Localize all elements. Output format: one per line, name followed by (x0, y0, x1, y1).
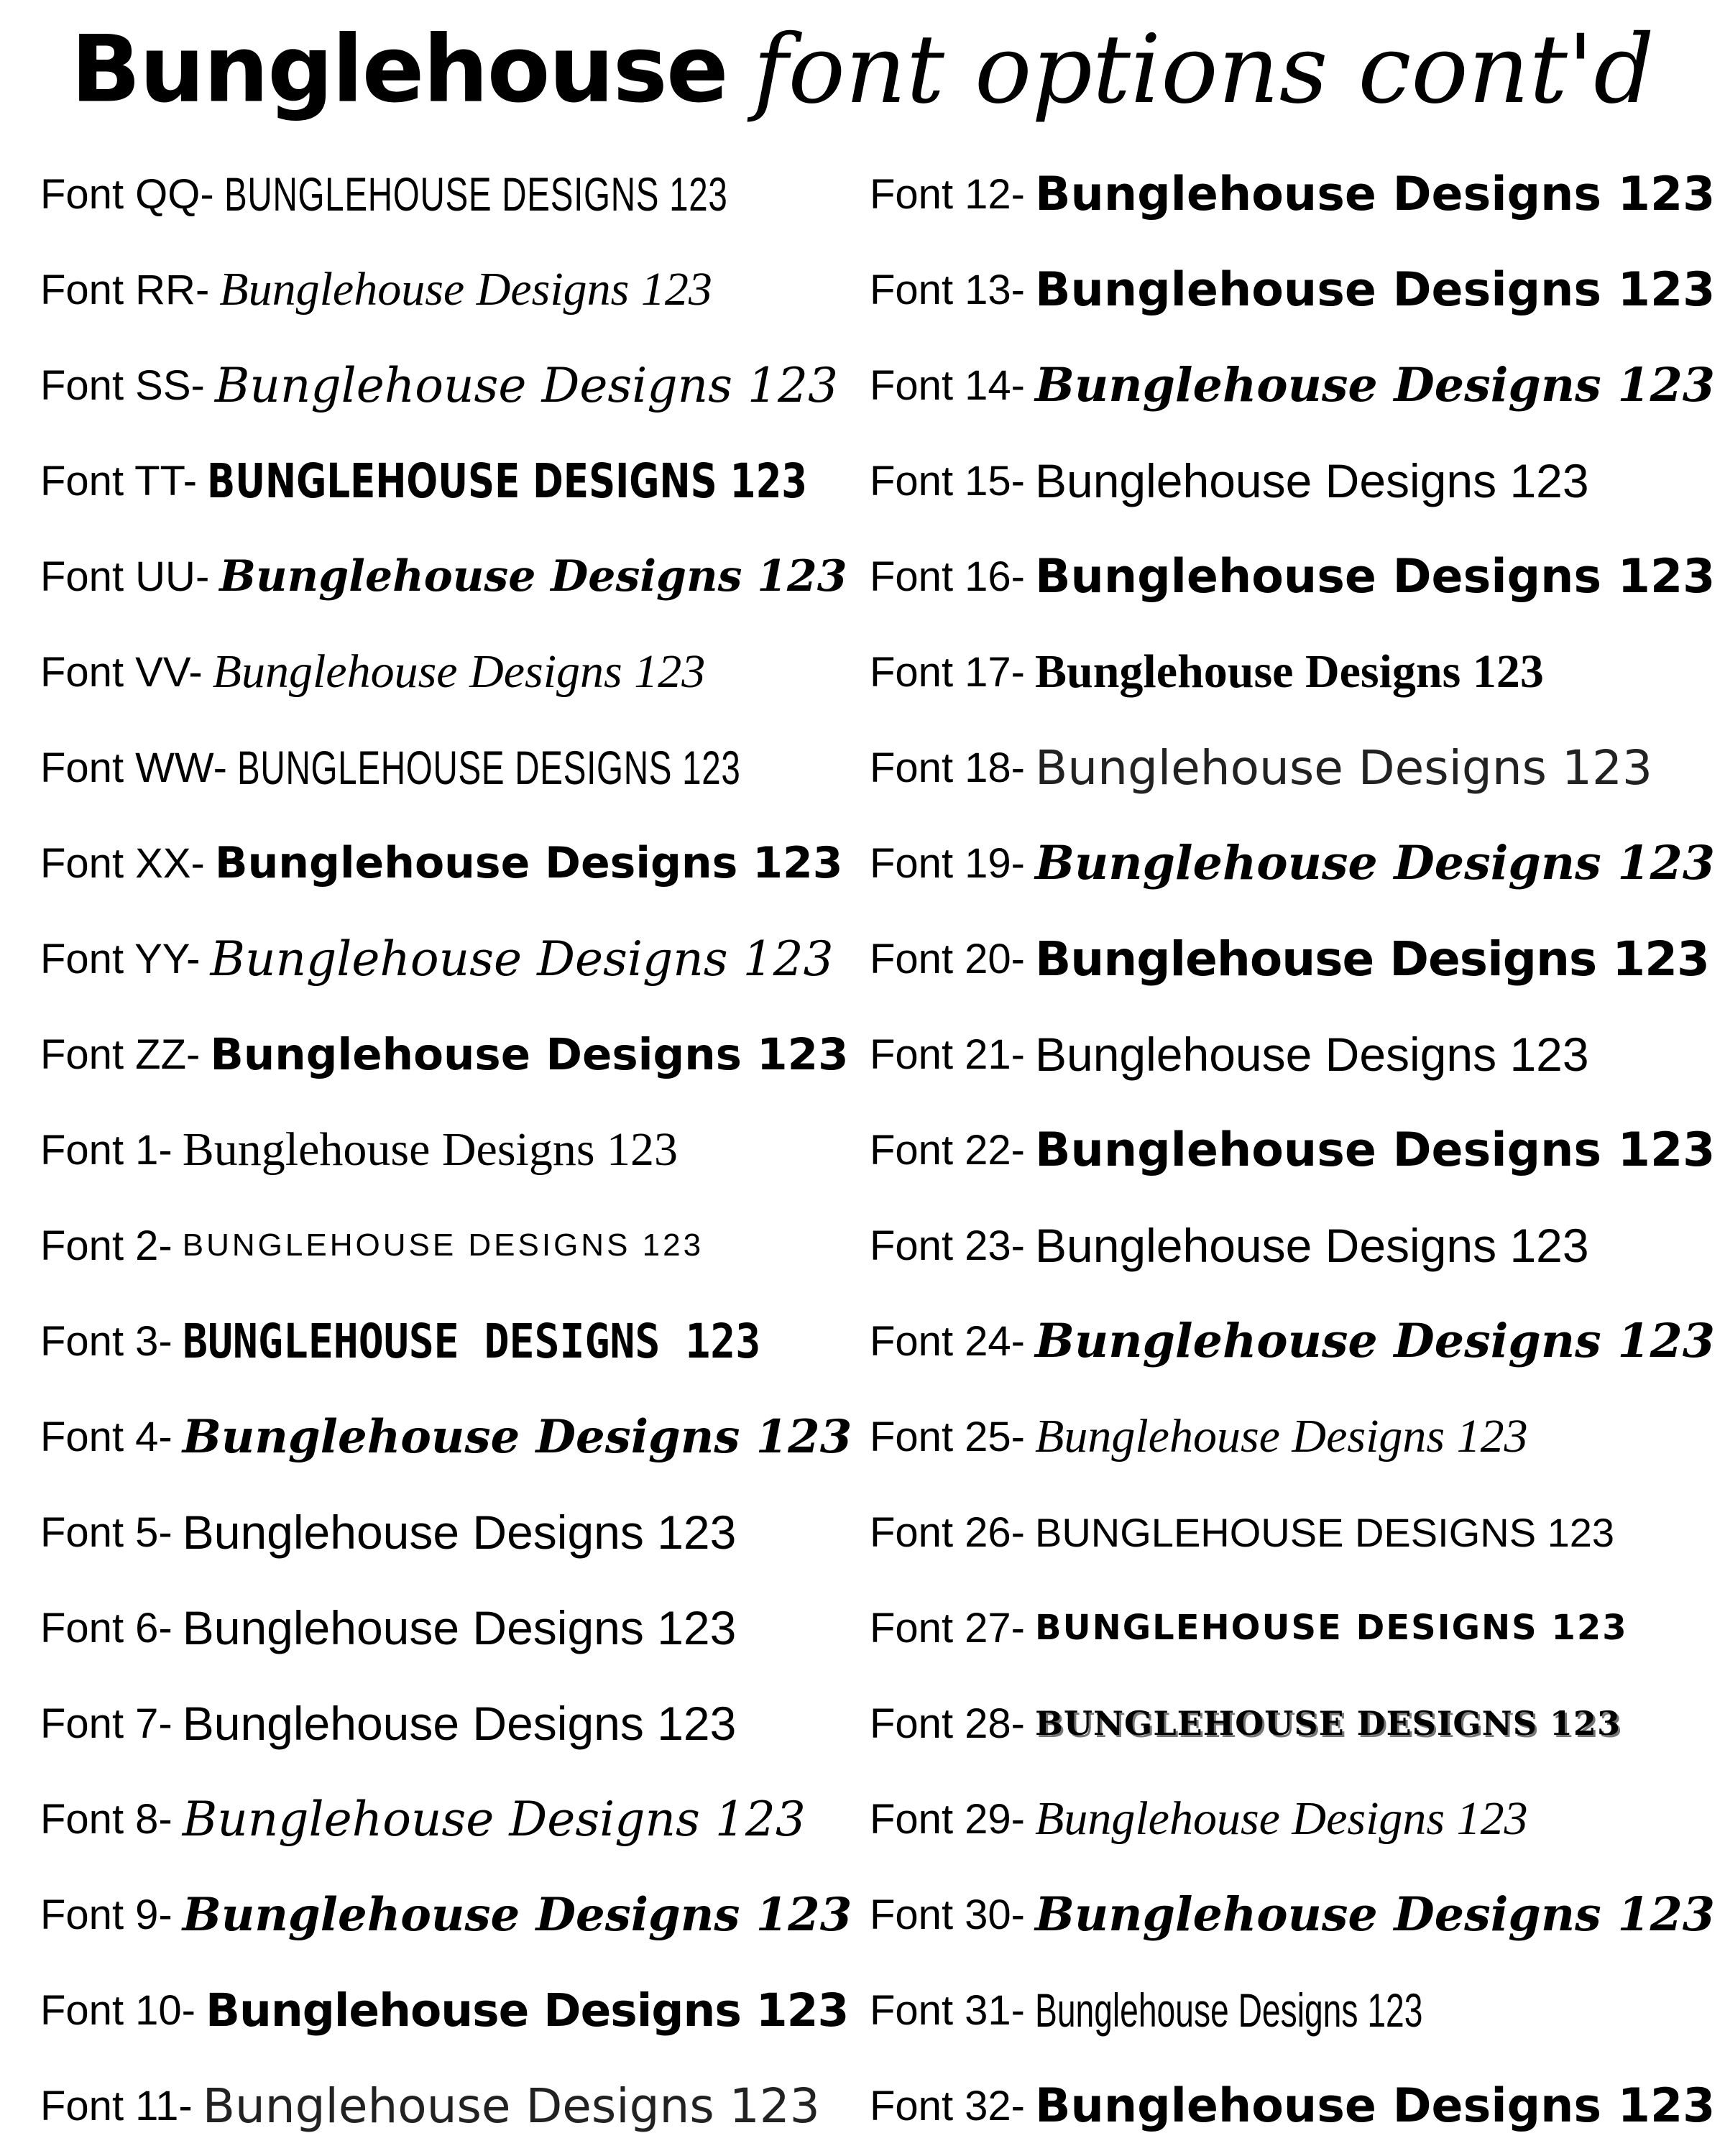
font-row (870, 724, 1652, 811)
font-label: Font XX- (40, 839, 205, 887)
font-label: Font 8- (40, 1795, 172, 1843)
font-row (40, 1585, 736, 1671)
font-label: Font 4- (40, 1413, 172, 1460)
font-label: Font 3- (40, 1317, 172, 1365)
font-sample: Bunglehouse Designs 123 (1035, 1410, 1528, 1462)
font-sample: Bunglehouse Designs 123 (214, 357, 838, 413)
font-label: Font 7- (40, 1700, 172, 1747)
font-row (870, 1298, 1715, 1384)
font-label: Font 5- (40, 1508, 172, 1556)
font-sample: Bunglehouse Designs 123 (1035, 1123, 1716, 1177)
font-row (40, 2063, 820, 2149)
font-sample: Bunglehouse Designs 123 (182, 1506, 737, 1559)
font-sample: Bunglehouse Designs 123 (182, 1123, 678, 1176)
font-label: Font 24- (870, 1317, 1025, 1365)
font-sample: Bunglehouse Designs 123 (182, 1409, 852, 1464)
font-sample: Bunglehouse Designs 123 (1035, 454, 1589, 507)
font-label: Font YY- (40, 935, 201, 982)
font-row (40, 438, 977, 524)
font-label: Font 28- (870, 1700, 1025, 1747)
font-sample: BUNGLEHOUSE DESIGNS 123 (182, 1313, 761, 1369)
font-label: Font 10- (40, 1986, 196, 2034)
font-label: Font VV- (40, 648, 203, 696)
font-row (40, 1871, 852, 1958)
font-row (870, 1680, 1621, 1766)
font-sample: Bunglehouse Designs 123 (202, 2078, 820, 2134)
font-sample: Bunglehouse Designs 123 (1035, 931, 1709, 987)
font-row (40, 1967, 848, 2053)
font-label: Font 20- (870, 935, 1025, 982)
font-label: Font 14- (870, 361, 1025, 409)
font-label: Font QQ- (40, 170, 214, 218)
font-sample: Bunglehouse Designs 123 (1035, 1887, 1716, 1942)
font-label: Font 13- (870, 266, 1025, 313)
font-label: Font 30- (870, 1891, 1025, 1938)
font-row (40, 1011, 849, 1097)
font-sample: Bunglehouse Designs 123 (1035, 740, 1652, 796)
font-sample: Bunglehouse Designs 123 (1035, 2078, 1716, 2133)
font-label: Font UU- (40, 553, 210, 600)
font-row (40, 1680, 736, 1766)
font-label: Font 26- (870, 1508, 1025, 1556)
font-label: Font 2- (40, 1222, 172, 1269)
font-label: Font 1- (40, 1126, 172, 1174)
font-label: Font 9- (40, 1891, 172, 1938)
font-row (870, 916, 1709, 1002)
font-row (870, 342, 1715, 428)
font-sample: Bunglehouse Designs 123 (206, 1984, 849, 2037)
font-row (870, 1776, 1528, 1862)
font-sample: Bunglehouse Designs 123 (219, 551, 847, 602)
font-sample: Bunglehouse Designs 123 (182, 1887, 852, 1942)
font-row (870, 1489, 1614, 1575)
font-row (870, 629, 1544, 715)
font-label: Font 12- (870, 170, 1025, 218)
font-row (870, 533, 1715, 619)
font-row (40, 820, 842, 906)
font-sample: Bunglehouse Designs 123 (210, 931, 834, 987)
font-row (870, 1585, 1628, 1671)
title-brand: Bunglehouse (70, 16, 727, 124)
font-row (870, 2063, 1715, 2149)
font-row (40, 724, 937, 811)
font-row (870, 1967, 1589, 2053)
font-label: Font TT- (40, 457, 198, 505)
font-sample: BUNGLEHOUSE DESIGNS 123 (207, 453, 808, 509)
font-row (40, 1298, 840, 1384)
font-sample: BUNGLEHOUSE DESIGNS 123 (224, 167, 728, 221)
font-row (40, 1107, 678, 1193)
font-label: Font ZZ- (40, 1031, 201, 1078)
font-label: Font 16- (870, 553, 1025, 600)
font-sample: Bunglehouse Designs 123 (210, 1028, 849, 1080)
font-sample: Bunglehouse Designs 123 (214, 838, 843, 888)
font-row (870, 1202, 1589, 1289)
font-sample: Bunglehouse Designs 123 (1035, 645, 1544, 698)
font-row (40, 151, 924, 237)
font-sample: Bunglehouse Designs 123 (182, 1601, 737, 1654)
font-sample: Bunglehouse Designs 123 (1035, 1984, 1423, 2037)
font-row (870, 247, 1715, 333)
font-row (40, 342, 838, 428)
font-label: Font 11- (40, 2082, 193, 2129)
font-row (40, 247, 712, 333)
font-row (40, 533, 847, 619)
font-sample: Bunglehouse Designs 123 (1035, 167, 1716, 221)
font-label: Font SS- (40, 361, 205, 409)
font-label: Font 6- (40, 1604, 172, 1651)
font-sample: Bunglehouse Designs 123 (212, 645, 706, 698)
font-label: Font 31- (870, 1986, 1025, 2034)
font-label: Font 27- (870, 1604, 1025, 1651)
font-sample: BUNGLEHOUSE DESIGNS 123 (1035, 1608, 1628, 1648)
font-label: Font RR- (40, 266, 210, 313)
font-row (870, 1871, 1715, 1958)
font-row (40, 1202, 704, 1289)
font-sample: Bunglehouse Designs 123 (1035, 549, 1716, 604)
font-row (40, 1489, 736, 1575)
font-row (870, 1393, 1528, 1480)
font-label: Font 21- (870, 1031, 1025, 1078)
page-title (0, 14, 1725, 151)
font-label: Font 32- (870, 2082, 1025, 2129)
font-sample: BUNGLEHOUSE DESIGNS 123 (182, 1227, 704, 1263)
font-row (870, 1011, 1589, 1097)
font-sample: Bunglehouse Designs 123 (1035, 1792, 1528, 1845)
font-row (40, 1776, 806, 1862)
font-sample: Bunglehouse Designs 123 (219, 263, 712, 315)
font-label: Font 19- (870, 839, 1025, 887)
font-label: Font 22- (870, 1126, 1025, 1174)
font-sample: Bunglehouse Designs 123 (182, 1697, 737, 1750)
font-label: Font 15- (870, 457, 1025, 505)
title-script: font options cont'd (753, 14, 1655, 125)
font-sample: Bunglehouse Designs 123 (1035, 1028, 1589, 1081)
font-sample: Bunglehouse Designs 123 (1035, 262, 1716, 317)
font-label: Font 29- (870, 1795, 1025, 1843)
font-label: Font 17- (870, 648, 1025, 696)
font-sample: BUNGLEHOUSE DESIGNS 123 (1035, 1509, 1615, 1555)
font-row (870, 151, 1715, 237)
font-sample: Bunglehouse Designs 123 (1035, 836, 1716, 890)
font-row (870, 1107, 1715, 1193)
font-row (40, 916, 834, 1002)
font-label: Font 23- (870, 1222, 1025, 1269)
font-row (870, 438, 1589, 524)
font-label: Font 18- (870, 744, 1025, 791)
font-sample: Bunglehouse Designs 123 (1035, 1219, 1589, 1272)
font-row (870, 820, 1715, 906)
font-label: Font 25- (870, 1413, 1025, 1460)
font-sample: Bunglehouse Designs 123 (182, 1791, 806, 1847)
font-label: Font WW- (40, 744, 227, 791)
font-sample: BUNGLEHOUSE DESIGNS 123 (236, 741, 741, 794)
font-sample: Bunglehouse Designs 123 (1035, 1314, 1716, 1368)
font-row (40, 629, 705, 715)
font-row (40, 1393, 852, 1480)
font-sample: BUNGLEHOUSE DESIGNS 123 (1035, 1704, 1621, 1743)
font-sample: Bunglehouse Designs 123 (1035, 358, 1716, 413)
